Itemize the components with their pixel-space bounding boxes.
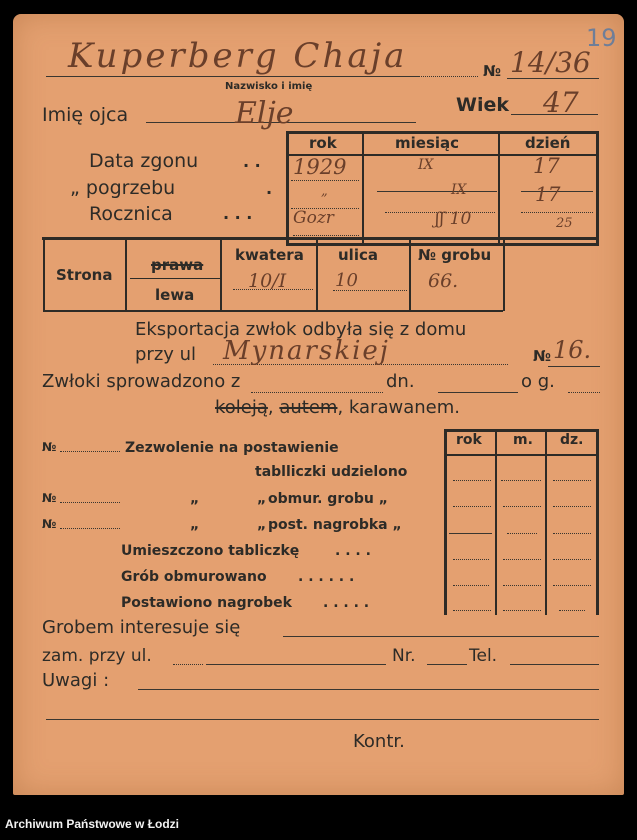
death-month-value: IX <box>418 157 434 173</box>
remarks-label: Uwagi : <box>42 670 110 691</box>
burial-date-dots: . <box>266 179 273 198</box>
permits-table-divider <box>495 432 497 615</box>
location-table-border <box>409 239 411 311</box>
burial-year-value: „ <box>321 184 328 199</box>
archive-sheet-number: 19 <box>586 24 617 52</box>
side-label: Strona <box>56 266 113 284</box>
permit-wall-text: obmur. grobu „ <box>268 491 388 507</box>
interested-party-line <box>283 636 599 637</box>
burial-month-value: IX <box>451 182 467 198</box>
ditto-mark: „ <box>190 491 200 507</box>
dates-table-right-border <box>596 131 599 245</box>
hour-line <box>568 392 600 393</box>
address-dotted-line <box>173 664 203 665</box>
dates-table-divider <box>498 132 500 243</box>
deceased-name-value: Kuperberg Chaja <box>68 36 408 76</box>
street-label: ulica <box>338 246 378 264</box>
permits-cell-line <box>453 506 491 507</box>
location-table-border <box>43 239 45 311</box>
number-label: № <box>483 62 502 80</box>
record-number-value: 14/36 <box>510 46 591 79</box>
house-nr-label: Nr. <box>392 646 416 666</box>
permits-cell-line <box>449 533 492 534</box>
permit-tombstone-text: post. nagrobka „ <box>268 517 402 533</box>
death-day-value: 17 <box>533 154 560 178</box>
transport-car: autem <box>279 397 338 418</box>
permit-number-symbol: № <box>42 517 57 531</box>
day-line <box>438 392 518 393</box>
permits-cell-line <box>559 610 585 611</box>
location-table-border <box>503 239 505 311</box>
anniversary-day-value: 25 <box>556 216 573 231</box>
phone-line <box>510 664 599 665</box>
ditto-mark: „ <box>257 517 267 533</box>
tombstone-placed-label: Postawiono nagrobek <box>121 595 292 611</box>
row-rule <box>291 180 359 181</box>
anniversary-month-value: ʃʃ 10 <box>435 209 472 229</box>
quarter-value: 10/I <box>248 270 287 292</box>
permits-cell-line <box>503 610 541 611</box>
permits-cell-line <box>553 533 591 534</box>
permit-number-symbol: № <box>42 491 57 505</box>
permit-plaque-text: Zezwolenie na postawienie <box>125 440 339 456</box>
transport-hearse: karawanem. <box>348 397 460 418</box>
interested-party-label: Grobem interesuje się <box>42 617 241 638</box>
permits-table-divider <box>545 432 547 615</box>
burial-date-label: „ pogrzebu <box>70 177 176 199</box>
side-right-option: prawa <box>151 256 204 274</box>
brought-from-label: Zwłoki sprowadzono z <box>42 371 241 392</box>
row-rule <box>521 212 593 213</box>
anniversary-year-value: Gozr <box>293 208 334 228</box>
archive-caption: Archiwum Państwowe w Łodzi <box>5 817 180 831</box>
export-street-label: przy ul <box>135 344 197 365</box>
export-text: Eksportacja zwłok odbyła się z domu <box>135 319 467 340</box>
street-line <box>333 290 407 291</box>
house-nr-line <box>427 664 467 665</box>
permits-cell-line <box>453 480 491 481</box>
permits-col-year: rok <box>456 432 482 448</box>
permits-col-day: dz. <box>560 432 584 448</box>
side-left-option: lewa <box>155 286 195 304</box>
export-house-line <box>548 366 600 367</box>
permits-cell-line <box>553 559 591 560</box>
remarks-line <box>138 689 599 690</box>
ditto-mark: „ <box>257 491 267 507</box>
permit-number-symbol: № <box>42 440 57 454</box>
tombstone-placed-dots: . . . . . <box>323 595 370 611</box>
permits-cell-line <box>503 506 541 507</box>
control-label: Kontr. <box>353 731 405 752</box>
grave-number-label: № grobu <box>418 246 492 264</box>
export-house-value: 16. <box>553 336 592 364</box>
age-value: 47 <box>543 86 579 119</box>
grave-number-value: 66. <box>428 270 459 292</box>
permits-cell-line <box>453 585 489 586</box>
location-table-border <box>220 239 222 311</box>
location-table-border <box>125 239 127 311</box>
permits-col-month: m. <box>513 432 533 448</box>
age-label: Wiek <box>456 94 509 116</box>
quarter-line <box>233 289 313 290</box>
permit-number-line <box>60 528 120 529</box>
burial-record-card <box>13 14 624 795</box>
death-date-label: Data zgonu <box>89 150 199 172</box>
name-caption: Nazwisko i imię <box>225 81 313 92</box>
father-name-value: Elje <box>235 96 294 131</box>
quarter-label: kwatera <box>235 246 304 264</box>
phone-label: Tel. <box>469 646 498 666</box>
death-year-value: 1929 <box>293 155 347 179</box>
name-dotted-line <box>418 76 478 77</box>
permit-number-line <box>60 451 120 452</box>
dates-table-divider <box>362 132 364 243</box>
grave-walled-dots: . . . . . . <box>298 569 355 585</box>
transport-rail: koleją <box>215 397 268 418</box>
number-underline <box>507 78 599 79</box>
remarks-line-2 <box>46 719 599 720</box>
hour-label: o g. <box>521 371 555 392</box>
permits-cell-line <box>453 610 491 611</box>
permits-cell-line <box>503 585 541 586</box>
address-line <box>206 664 386 665</box>
permits-cell-line <box>553 480 591 481</box>
permits-cell-line <box>507 533 537 534</box>
permit-plaque-text2: tablliczki udzielono <box>255 464 408 480</box>
permits-cell-line <box>553 506 591 507</box>
col-header-day: dzień <box>525 134 571 152</box>
permits-table-header-rule <box>447 454 596 456</box>
anniversary-dots: . . . <box>223 204 253 223</box>
side-divider <box>130 278 220 279</box>
transport-options: koleją, autem, karawanem. <box>215 397 460 418</box>
location-table-border <box>316 239 318 311</box>
row-rule <box>293 235 359 236</box>
permits-table-left <box>444 429 447 615</box>
row-rule <box>377 191 497 192</box>
plaque-placed-dots: . . . . <box>335 543 371 559</box>
name-underline <box>46 76 418 77</box>
export-street-value: Mynarskiej <box>223 336 390 366</box>
father-name-label: Imię ojca <box>42 104 129 126</box>
street-value: 10 <box>335 270 358 291</box>
death-date-dots: . . <box>243 152 261 171</box>
permit-number-line <box>60 502 120 503</box>
grave-walled-label: Grób obmurowano <box>121 569 267 585</box>
plaque-placed-label: Umieszczono tabliczkę <box>121 543 300 559</box>
address-label: zam. przy ul. <box>42 646 152 666</box>
col-header-month: miesiąc <box>395 134 460 152</box>
dates-table-left-border <box>286 131 289 245</box>
brought-from-line <box>251 392 383 393</box>
col-header-year: rok <box>309 134 337 152</box>
permits-cell-line <box>503 559 541 560</box>
export-house-label: № <box>533 347 552 365</box>
burial-day-value: 17 <box>535 182 561 206</box>
permits-cell-line <box>501 480 541 481</box>
anniversary-label: Rocznica <box>89 203 173 225</box>
permits-cell-line <box>553 585 591 586</box>
permits-table-right <box>596 429 599 615</box>
day-label: dn. <box>386 371 415 392</box>
permits-cell-line <box>453 559 489 560</box>
location-table-bottom <box>43 310 503 312</box>
ditto-mark: „ <box>190 517 200 533</box>
